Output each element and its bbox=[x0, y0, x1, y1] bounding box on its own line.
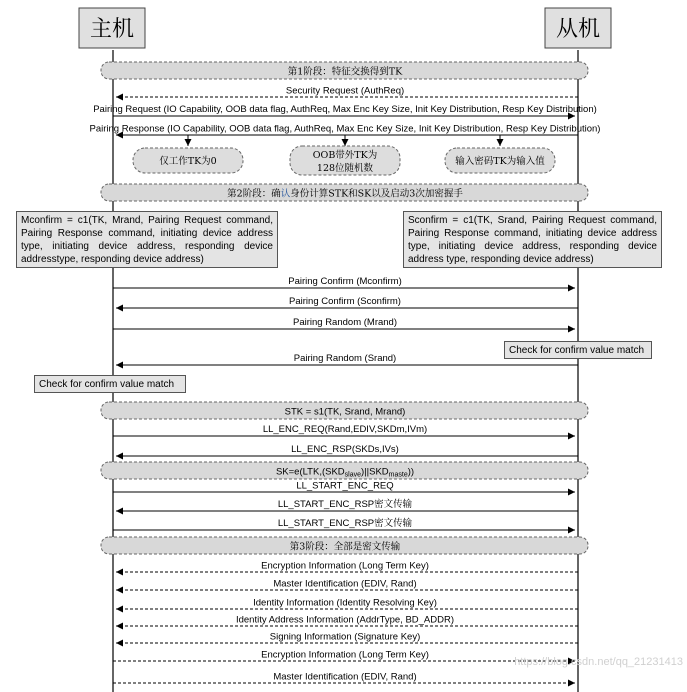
phase2-title-c: 身份计算STK和SK以及启动3次加密握手 bbox=[290, 188, 463, 200]
msg-pairing-response: Pairing Response (IO Capability, OOB data flag, AuthReq, Max Enc Key Size, Init Key Distribution, Resp Key Distribution) bbox=[89, 123, 601, 135]
msg-pairing-random-m: Pairing Random (Mrand) bbox=[292, 317, 398, 328]
tk-oob-text-line1: OOB带外TK为 bbox=[312, 150, 378, 161]
msg-start-enc-rsp-2 bbox=[278, 517, 413, 529]
msg-identity-addr-info: Identity Address Information (AddrType, BD_ADDR) bbox=[235, 614, 455, 626]
tk-passkey-box bbox=[445, 148, 555, 173]
master-check-note: Check for confirm value match bbox=[34, 375, 186, 393]
sk-sub-master: maste bbox=[388, 471, 408, 479]
sk-prefix: SK=e(LTK,(SKD bbox=[275, 466, 345, 478]
phase2-title bbox=[227, 188, 463, 200]
sk-sub-slave: slave bbox=[344, 471, 362, 479]
tk-oob-text-line2: 128位随机数 bbox=[316, 163, 374, 174]
msg-start-enc-rsp-1-text: LL_START_ENC_RSP密文传输 bbox=[277, 499, 413, 510]
phase2-title-highlight: 认 bbox=[280, 188, 291, 200]
tk-only-work-text: 仅工作TK为0 bbox=[159, 156, 217, 167]
master-label: 主机 bbox=[89, 17, 135, 42]
phase1-title: 第1阶段：特征交换得到TK bbox=[287, 66, 403, 78]
phase3-title: 第3阶段：全部是密文传输 bbox=[289, 541, 401, 553]
msg-pairing-confirm-m: Pairing Confirm (Mconfirm) bbox=[288, 276, 402, 287]
msg-signing-info: Signing Information (Signature Key) bbox=[269, 631, 421, 643]
msg-master-id-2: Master Identification (EDIV, Rand) bbox=[273, 671, 417, 683]
msg-master-id-1: Master Identification (EDIV, Rand) bbox=[273, 578, 417, 590]
tk-passkey-text: 输入密码TK为输入值 bbox=[455, 156, 545, 167]
phase3-band bbox=[101, 537, 588, 554]
msg-enc-req: LL_ENC_REQ(Rand,EDIV,SKDm,IVm) bbox=[262, 424, 428, 435]
slave-check-note: Check for confirm value match bbox=[504, 341, 652, 359]
msg-start-enc-req: LL_START_ENC_REQ bbox=[296, 480, 394, 492]
msg-pairing-confirm-s: Pairing Confirm (Sconfirm) bbox=[289, 296, 401, 307]
phase1-band bbox=[101, 62, 588, 79]
sconfirm-note: Sconfirm = c1(TK, Srand, Pairing Request command, Pairing Response command, initiating device address type, initiating device address, responding device address type, responding device address) bbox=[403, 211, 662, 268]
msg-start-enc-rsp-1 bbox=[278, 498, 413, 510]
master-header bbox=[79, 8, 145, 48]
msg-start-enc-rsp-2-text: LL_START_ENC_RSP密文传输 bbox=[277, 518, 413, 529]
sk-band bbox=[101, 462, 588, 479]
stk-formula: STK = s1(TK, Srand, Mrand) bbox=[284, 406, 406, 418]
phase2-title-a: 第2阶段：确 bbox=[227, 188, 281, 200]
msg-enc-info-2: Encryption Information (Long Term Key) bbox=[261, 649, 429, 661]
stk-band bbox=[101, 402, 588, 419]
tk-only-work-box bbox=[133, 148, 243, 173]
msg-enc-info-1: Encryption Information (Long Term Key) bbox=[261, 560, 429, 572]
msg-enc-rsp: LL_ENC_RSP(SKDs,IVs) bbox=[291, 444, 399, 455]
msg-pairing-random-s: Pairing Random (Srand) bbox=[293, 353, 397, 364]
msg-pairing-request: Pairing Request (IO Capability, OOB data flag, AuthReq, Max Enc Key Size, Init Key Distribution, Resp Key Distribution) bbox=[93, 104, 597, 115]
sk-suffix: )) bbox=[407, 466, 415, 478]
phase2-band bbox=[101, 184, 588, 201]
msg-security-request: Security Request (AuthReq) bbox=[285, 85, 405, 97]
sk-mid: )||SKD bbox=[361, 466, 389, 478]
slave-label: 从机 bbox=[555, 17, 601, 42]
tk-oob-box bbox=[290, 146, 400, 175]
mconfirm-note: Mconfirm = c1(TK, Mrand, Pairing Request command, Pairing Response command, initiating device address type, initiating device address, responding device addresstype, responding device address) bbox=[16, 211, 278, 268]
watermark: https://blog.csdn.net/qq_21231413 bbox=[514, 656, 683, 668]
slave-header bbox=[545, 8, 611, 48]
msg-identity-info: Identity Information (Identity Resolving Key) bbox=[253, 597, 437, 609]
